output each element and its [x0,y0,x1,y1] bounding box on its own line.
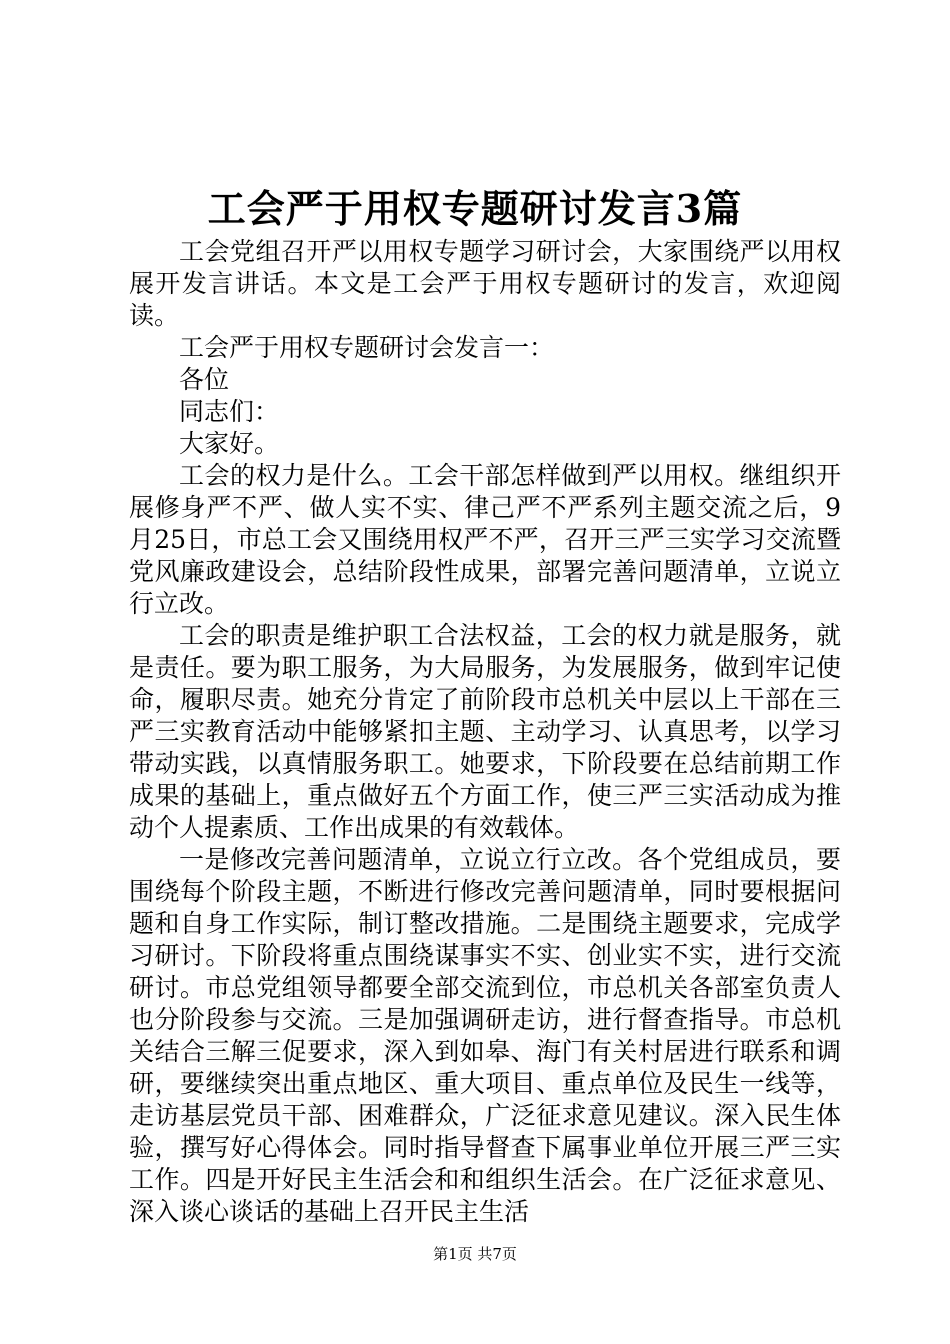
document-title: 工会严于用权专题研讨发言3篇 [207,186,743,231]
paragraph-intro: 工会党组召开严以用权专题学习研讨会，大家围绕严以用权展开发言讲话。本文是工会严于用权专题研讨的发言，欢迎阅读。 [129,237,841,330]
paragraph-salutation-1: 各位 [179,365,230,394]
paragraph-salutation-2: 同志们： [179,397,280,426]
paragraph-body-3: 一是修改完善问题清单，立说立行立改。各个党组成员，要围绕每个阶段主题，不断进行修改完善问题清单，同时要根据问题和自身工作实际，制订整改措施。二是围绕主题要求，完成学习研讨。下阶段将重点围绕谋事实不实、创业实不实，进行交流研讨。市总党组领导都要全部交流到位，市总机关各部室负责人也分阶段参与交流。三是加强调研走访，进行督查指导。市总机关结合三解三促要求，深入到如皋、海门有关村居进行联系和调研，要继续突出重点地区、重大项目、重点单位及民生一线等，走访基层党员干部、困难群众，广泛征求意见建议。深入民生体验，撰写好心得体会。同时指导督查下属事业单位开展三严三实工作。四是开好民主生活会和和组织生活会。在广泛征求意见、深入谈心谈话的基础上召开民主生活 [129,845,841,1226]
paragraph-body-1: 工会的权力是什么。工会干部怎样做到严以用权。继组织开展修身严不严、做人实不实、律己严不严系列主题交流之后，9月25日，市总工会又围绕用权严不严，召开三严三实学习交流暨党风廉政建设会，总结阶段性成果，部署完善问题清单，立说立行立改。 [129,461,841,618]
paragraph-speech-heading: 工会严于用权专题研讨会发言一： [179,333,555,362]
page-number-footer: 第1页 共7页 [433,1245,517,1263]
paragraph-body-2: 工会的职责是维护职工合法权益，工会的权力就是服务，就是责任。要为职工服务，为大局服务，为发展服务，做到牢记使命，履职尽责。她充分肯定了前阶段市总机关中层以上干部在三严三实教育活动中能够紧扣主题、主动学习、认真思考，以学习带动实践，以真情服务职工。她要求，下阶段要在总结前期工作成果的基础上，重点做好五个方面工作，使三严三实活动成为推动个人提素质、工作出成果的有效载体。 [129,621,841,842]
document-body [129,236,841,1228]
paragraph-greeting: 大家好。 [179,429,280,458]
